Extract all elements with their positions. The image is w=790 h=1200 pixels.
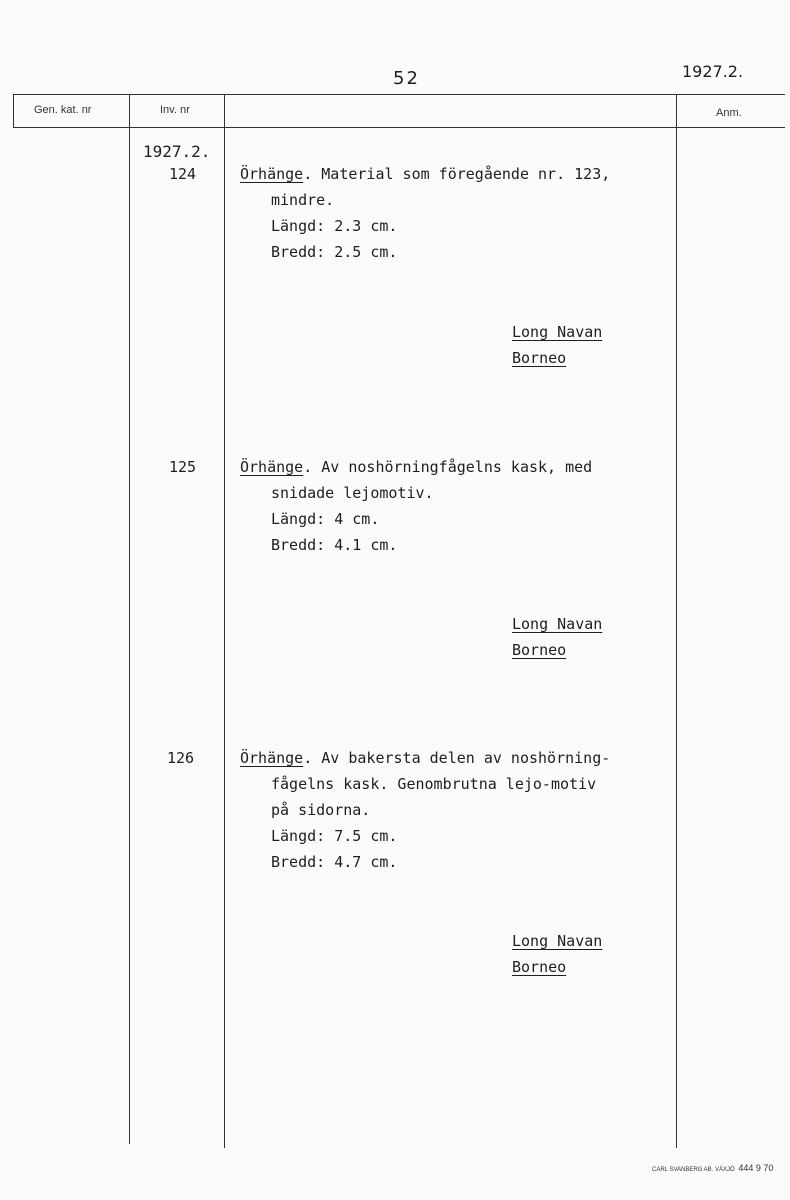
page-number: 52 [393, 68, 420, 89]
entry-line1-125: . Av noshörningfågelns kask, med [303, 458, 593, 476]
entry-length-125: Längd: 4 cm. [271, 510, 380, 528]
printer-imprint [652, 1163, 773, 1173]
entry-length-126: Längd: 7.5 cm. [271, 827, 398, 845]
entry-line-126-2: fågelns kask. Genombrutna lejo-motiv [271, 775, 597, 793]
header-gen-kat-nr: Gen. kat. nr [34, 104, 92, 116]
entry-location-124 [512, 323, 602, 375]
column-divider-anm [676, 94, 677, 1148]
column-divider-gen [129, 94, 130, 1144]
location-region-125: Borneo [512, 641, 567, 659]
entry-location-126 [512, 932, 602, 984]
entry-inv-nr-124: 124 [169, 165, 197, 183]
location-place-126: Long Navan [512, 932, 603, 950]
entry-title-124: Örhänge [240, 165, 304, 183]
page-series: 1927.2. [682, 62, 744, 81]
entry-title-125: Örhänge [240, 458, 304, 476]
column-divider-inv [224, 94, 225, 1148]
header-inv-nr: Inv. nr [160, 104, 190, 116]
entry-description-126 [240, 745, 610, 875]
entry-width-125: Bredd: 4.1 cm. [271, 536, 398, 554]
entry-width-126: Bredd: 4.7 cm. [271, 853, 398, 871]
entry-line-126-3: på sidorna. [271, 801, 371, 819]
entry-title-126: Örhänge [240, 749, 304, 767]
entry-line1-124: . Material som föregående nr. 123, [303, 165, 611, 183]
header-anm: Anm. [716, 107, 742, 119]
location-place-124: Long Navan [512, 323, 603, 341]
series-label: 1927.2. [143, 142, 211, 161]
entry-description-124 [240, 161, 610, 265]
location-place-125: Long Navan [512, 615, 603, 633]
entry-inv-nr-125: 125 [169, 458, 197, 476]
entry-inv-nr-126: 126 [167, 749, 195, 767]
location-region-126: Borneo [512, 958, 567, 976]
location-region-124: Borneo [512, 349, 567, 367]
entry-description-125 [240, 454, 592, 558]
printer-name: CARL SVANBERG AB. VÄXJÖ [652, 1167, 735, 1173]
left-border [13, 94, 14, 128]
entry-line-124-2: mindre. [271, 191, 335, 209]
entry-location-125 [512, 615, 602, 667]
form-code: 444 9 70 [738, 1163, 774, 1173]
entry-line1-126: . Av bakersta delen av noshörning- [303, 749, 611, 767]
entry-length-124: Längd: 2.3 cm. [271, 217, 398, 235]
entry-line-125-2: snidade lejomotiv. [271, 484, 434, 502]
entry-width-124: Bredd: 2.5 cm. [271, 243, 398, 261]
